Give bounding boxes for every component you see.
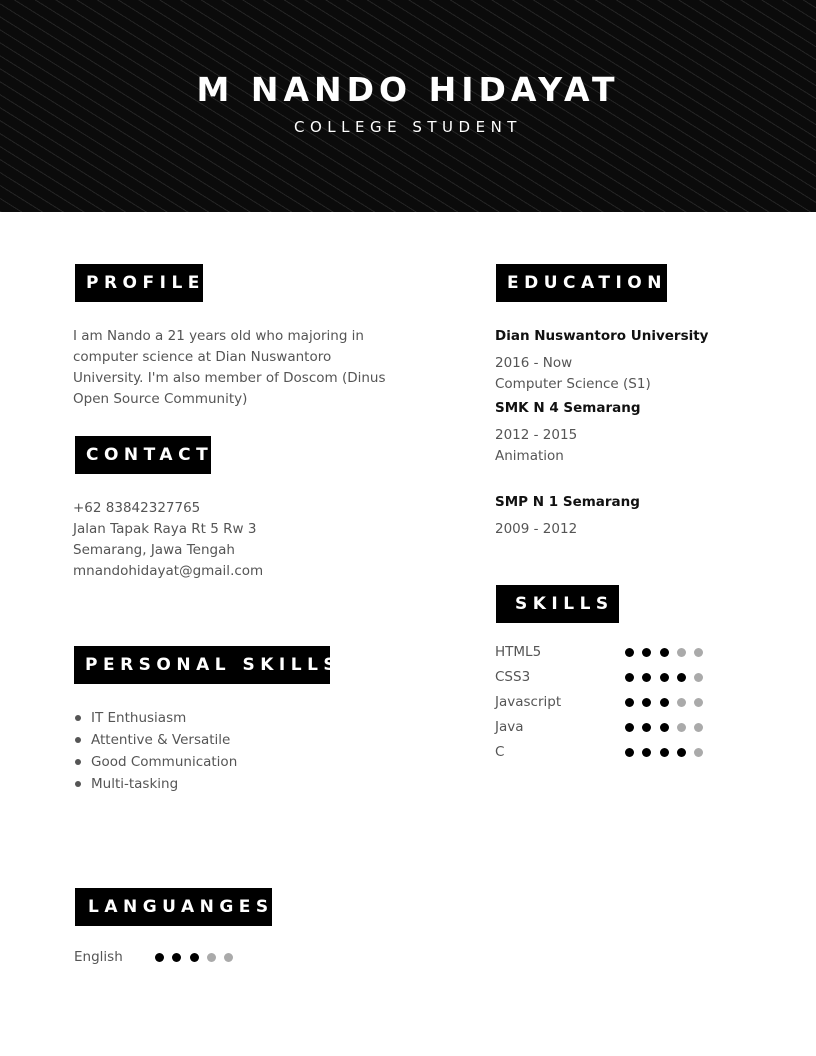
skill-row xyxy=(495,667,725,687)
rating-dot-filled xyxy=(660,673,669,682)
skill-name: HTML5 xyxy=(495,644,542,660)
skill-name: Javascript xyxy=(495,694,562,710)
rating-dot-filled xyxy=(625,723,634,732)
rating-dot-empty xyxy=(694,748,703,757)
skill-row xyxy=(495,742,725,762)
personal-skills-heading: PERSONAL SKILLS xyxy=(74,646,330,684)
person-title: COLLEGE STUDENT xyxy=(294,118,522,136)
rating-dot-filled xyxy=(190,953,199,962)
education-detail: Computer Science (S1) xyxy=(495,376,651,392)
education-years: 2009 - 2012 xyxy=(495,521,578,537)
education-school: SMK N 4 Semarang xyxy=(495,400,641,416)
skill-row xyxy=(495,692,725,712)
skill-name: CSS3 xyxy=(495,669,531,685)
language-row xyxy=(74,947,304,967)
contact-heading: CONTACT xyxy=(75,436,211,474)
profile-heading: PROFILE xyxy=(75,264,203,302)
languages-heading: LANGUANGES xyxy=(75,888,272,926)
rating-dot-empty xyxy=(677,723,686,732)
rating-dot-filled xyxy=(642,748,651,757)
rating-dot-empty xyxy=(677,648,686,657)
contact-address-line1: Jalan Tapak Raya Rt 5 Rw 3 xyxy=(73,521,257,537)
rating-dot-filled xyxy=(660,723,669,732)
rating-dot-filled xyxy=(642,698,651,707)
rating-dot-filled xyxy=(660,748,669,757)
rating-dot-filled xyxy=(642,723,651,732)
rating-dot-empty xyxy=(224,953,233,962)
rating-dot-empty xyxy=(694,723,703,732)
rating-dot-filled xyxy=(155,953,164,962)
skill-name: Java xyxy=(495,719,524,735)
skills-heading: SKILLS xyxy=(496,585,619,623)
list-item: Multi-tasking xyxy=(73,773,237,795)
skill-row xyxy=(495,717,725,737)
rating-dot-empty xyxy=(694,698,703,707)
contact-phone: +62 83842327765 xyxy=(73,500,201,516)
rating-dot-empty xyxy=(207,953,216,962)
education-detail: Animation xyxy=(495,448,564,464)
rating-dot-filled xyxy=(642,673,651,682)
contact-block xyxy=(73,498,393,582)
rating-dot-filled xyxy=(660,648,669,657)
person-name: M NANDO HIDAYAT xyxy=(196,70,620,109)
rating-dot-filled xyxy=(642,648,651,657)
rating-dot-filled xyxy=(660,698,669,707)
list-item: Attentive & Versatile xyxy=(73,729,237,751)
header-banner xyxy=(0,0,816,212)
profile-text: I am Nando a 21 years old who majoring in computer science at Dian Nuswantoro University. I'm also member of Doscom (Dinus Open Source Community) xyxy=(73,328,386,407)
contact-email: mnandohidayat@gmail.com xyxy=(73,563,264,579)
language-name: English xyxy=(74,949,123,965)
rating-dot-empty xyxy=(677,698,686,707)
rating-dot-empty xyxy=(694,648,703,657)
rating-dot-filled xyxy=(677,748,686,757)
education-school: SMP N 1 Semarang xyxy=(495,494,640,510)
contact-address-line2: Semarang, Jawa Tengah xyxy=(73,542,235,558)
rating-dot-empty xyxy=(694,673,703,682)
rating-dot-filled xyxy=(625,673,634,682)
rating-dot-filled xyxy=(625,698,634,707)
education-heading: EDUCATION xyxy=(496,264,667,302)
rating-dot-filled xyxy=(677,673,686,682)
education-years: 2016 - Now xyxy=(495,355,573,371)
education-school: Dian Nuswantoro University xyxy=(495,328,709,344)
skill-row xyxy=(495,642,725,662)
education-years: 2012 - 2015 xyxy=(495,427,578,443)
list-item: IT Enthusiasm xyxy=(73,707,237,729)
skill-name: C xyxy=(495,744,505,760)
rating-dot-filled xyxy=(625,748,634,757)
rating-dot-filled xyxy=(172,953,181,962)
rating-dot-filled xyxy=(625,648,634,657)
list-item: Good Communication xyxy=(73,751,237,773)
personal-skills-list xyxy=(73,707,237,795)
